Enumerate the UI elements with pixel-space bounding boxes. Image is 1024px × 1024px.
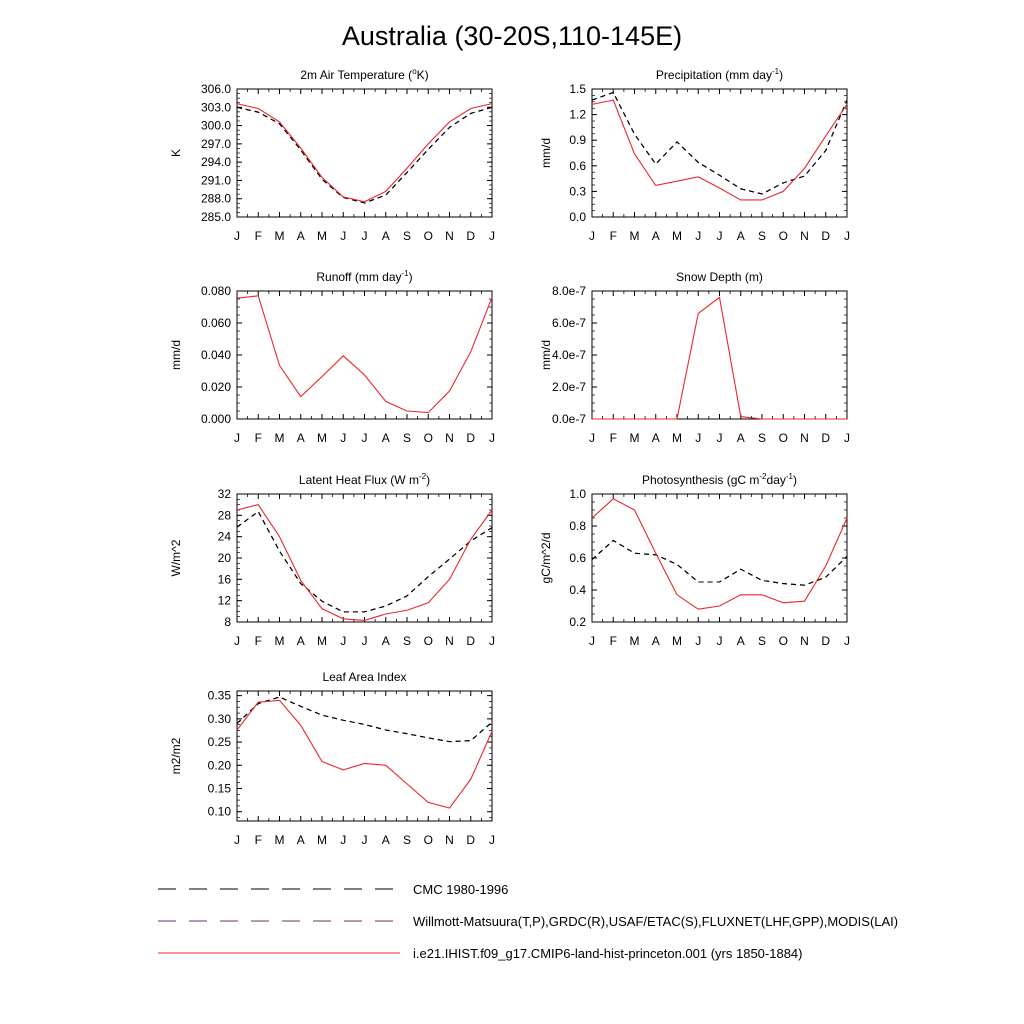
y-tick-label: 8.0e-7 — [551, 284, 586, 298]
panel-title: Precipitation (mm day$^{-1}$) — [655, 67, 784, 82]
legend-label: Willmott-Matsuura(T,P),GRDC(R),USAF/ETAC(S),FLUXNET(LHF,GPP),MODIS(LAI) — [413, 914, 899, 929]
y-axis-label: mm/d — [539, 138, 553, 168]
plot-frame — [237, 494, 492, 622]
x-tick-label: M — [317, 229, 327, 243]
x-tick-label: M — [672, 431, 682, 445]
y-tick-label: 0.20 — [207, 758, 231, 773]
x-tick-label: J — [716, 431, 723, 445]
y-tick-label: 297.0 — [200, 136, 231, 151]
x-tick-label: J — [340, 634, 347, 648]
y-tick-label: 294.0 — [200, 155, 231, 170]
y-tick-label: 306.0 — [200, 82, 231, 96]
x-tick-label: J — [361, 229, 368, 243]
series-line-1 — [237, 697, 492, 742]
panel-title: Snow Depth (m) — [676, 270, 763, 284]
x-tick-label: A — [381, 833, 390, 847]
x-tick-label: S — [402, 431, 412, 445]
figure-title: Australia (30-20S,110-145E) — [341, 21, 683, 51]
series-line-2 — [237, 512, 492, 612]
x-tick-label: J — [589, 431, 595, 445]
x-tick-label: J — [589, 229, 595, 243]
y-axis-label: W/m^2 — [169, 539, 183, 577]
x-tick-label: J — [489, 833, 495, 847]
y-tick-label: 24 — [217, 529, 231, 544]
series-line-3 — [592, 297, 847, 419]
y-tick-label: 0.2 — [569, 615, 586, 629]
y-tick-label: 1.2 — [569, 107, 586, 122]
x-tick-label: A — [381, 431, 390, 445]
x-tick-label: M — [274, 634, 285, 648]
y-tick-label: 0.35 — [207, 688, 231, 703]
x-tick-label: F — [254, 431, 262, 445]
x-tick-label: F — [609, 229, 617, 243]
y-tick-label: 0.060 — [200, 316, 231, 330]
panel-2 — [539, 67, 850, 243]
x-tick-label: N — [800, 634, 809, 648]
x-tick-label: N — [445, 833, 454, 847]
y-tick-label: 0.0e-7 — [551, 412, 586, 426]
x-tick-label: F — [254, 634, 262, 648]
x-tick-label: J — [489, 229, 495, 243]
y-tick-label: 20 — [217, 551, 231, 565]
x-tick-label: D — [466, 229, 476, 243]
y-tick-label: 1.5 — [569, 82, 586, 96]
series-line-2 — [592, 540, 847, 585]
x-tick-label: N — [445, 431, 454, 445]
series-line-1 — [592, 540, 847, 585]
y-tick-label: 0.9 — [569, 133, 586, 148]
x-tick-label: M — [274, 229, 285, 243]
x-tick-label: J — [340, 431, 347, 445]
x-tick-label: S — [757, 229, 767, 243]
x-tick-label: D — [466, 634, 476, 648]
panel-1 — [169, 67, 495, 243]
x-tick-label: M — [274, 431, 285, 445]
legend-label: i.e21.IHIST.f09_g17.CMIP6-land-hist-princeton.001 (yrs 1850-1884) — [413, 946, 803, 961]
y-tick-label: 0.15 — [207, 781, 231, 796]
x-tick-label: F — [609, 431, 617, 445]
x-tick-label: M — [317, 833, 327, 847]
x-tick-label: A — [736, 229, 745, 243]
x-tick-label: N — [800, 229, 809, 243]
y-tick-label: 0.0 — [569, 210, 586, 224]
x-tick-label: J — [361, 833, 368, 847]
x-tick-label: A — [736, 634, 745, 648]
x-tick-label: A — [296, 634, 305, 648]
x-tick-label: J — [695, 431, 702, 445]
x-tick-label: J — [234, 833, 240, 847]
y-tick-label: 0.3 — [569, 184, 586, 199]
x-tick-label: N — [445, 634, 454, 648]
x-tick-label: J — [234, 634, 240, 648]
x-tick-label: J — [695, 634, 702, 648]
x-tick-label: F — [609, 634, 617, 648]
series-line-3 — [237, 505, 492, 621]
panel-title: Photosynthesis (gC $m^{-2}day^{-1}$) — [642, 472, 797, 487]
series-line-3 — [592, 499, 847, 609]
y-tick-label: 28 — [217, 508, 231, 523]
x-tick-label: M — [629, 634, 640, 648]
y-tick-label: 0.10 — [207, 804, 231, 819]
plot-frame — [592, 89, 847, 217]
y-tick-label: 6.0e-7 — [551, 316, 586, 330]
x-tick-label: J — [844, 229, 850, 243]
y-axis-label: gC/m^2/d — [539, 532, 553, 584]
x-tick-label: F — [254, 833, 262, 847]
legend-entry-2 — [158, 914, 898, 929]
x-tick-label: A — [381, 229, 390, 243]
panel-7 — [169, 670, 495, 847]
y-tick-label: 288.0 — [200, 191, 231, 206]
y-tick-label: 0.6 — [569, 551, 586, 565]
y-tick-label: 0.080 — [200, 284, 231, 298]
x-tick-label: A — [651, 431, 660, 445]
x-tick-label: M — [629, 229, 640, 243]
series-line-3 — [592, 100, 847, 200]
x-tick-label: J — [716, 229, 723, 243]
plot-frame — [592, 291, 847, 419]
legend — [158, 882, 898, 961]
y-tick-label: 303.0 — [200, 100, 231, 115]
x-tick-label: A — [296, 833, 305, 847]
x-tick-label: J — [589, 634, 595, 648]
panels — [169, 67, 850, 847]
x-tick-label: N — [445, 229, 454, 243]
x-tick-label: A — [736, 431, 745, 445]
x-tick-label: O — [423, 634, 433, 648]
plot-frame — [237, 291, 492, 419]
series-line-1 — [237, 512, 492, 612]
y-tick-label: 4.0e-7 — [551, 348, 586, 362]
series-line-2 — [237, 697, 492, 742]
y-tick-label: 8 — [224, 615, 231, 629]
y-tick-label: 300.0 — [200, 118, 231, 133]
series-line-2 — [237, 107, 492, 203]
panel-title: 2m Air Temperature ($^o$K) — [300, 67, 429, 82]
x-tick-label: J — [489, 634, 495, 648]
plot-frame — [237, 89, 492, 217]
x-tick-label: M — [317, 634, 327, 648]
y-tick-label: 0.4 — [569, 583, 586, 597]
x-tick-label: M — [274, 833, 285, 847]
x-tick-label: J — [844, 431, 850, 445]
x-tick-label: J — [489, 431, 495, 445]
x-tick-label: S — [757, 431, 767, 445]
x-tick-label: M — [672, 229, 682, 243]
y-tick-label: 16 — [217, 572, 231, 587]
x-tick-label: A — [296, 229, 305, 243]
x-tick-label: O — [423, 229, 433, 243]
x-tick-label: A — [296, 431, 305, 445]
y-tick-label: 0.8 — [569, 519, 586, 533]
x-tick-label: J — [340, 833, 347, 847]
x-tick-label: F — [254, 229, 262, 243]
x-tick-label: A — [651, 229, 660, 243]
y-axis-label: K — [169, 148, 183, 158]
x-tick-label: S — [402, 229, 412, 243]
x-tick-label: O — [778, 634, 788, 648]
y-tick-label: 285.0 — [200, 210, 231, 224]
x-tick-label: M — [317, 431, 327, 445]
panel-title: Latent Heat Flux (W $m^{-2}$) — [298, 472, 431, 487]
y-tick-label: 12 — [217, 593, 231, 608]
x-tick-label: J — [234, 431, 240, 445]
x-tick-label: D — [466, 431, 476, 445]
panel-title: Runoff (mm day$^{-1}$) — [316, 269, 413, 284]
y-tick-label: 0.020 — [200, 380, 231, 394]
x-tick-label: A — [381, 634, 390, 648]
x-tick-label: O — [778, 431, 788, 445]
y-tick-label: 0.000 — [200, 412, 231, 426]
x-tick-label: J — [340, 229, 347, 243]
x-tick-label: D — [466, 833, 476, 847]
x-tick-label: J — [844, 634, 850, 648]
x-tick-label: S — [757, 634, 767, 648]
y-tick-label: 0.6 — [569, 158, 586, 173]
x-tick-label: D — [821, 431, 831, 445]
x-tick-label: O — [423, 833, 433, 847]
x-tick-label: D — [821, 229, 831, 243]
y-axis-label: mm/d — [169, 340, 183, 370]
y-tick-label: 2.0e-7 — [551, 380, 586, 394]
x-tick-label: J — [234, 229, 240, 243]
x-tick-label: S — [402, 833, 412, 847]
y-axis-label: mm/d — [539, 340, 553, 370]
x-tick-label: J — [695, 229, 702, 243]
series-line-3 — [237, 104, 492, 202]
y-axis-label: m2/m2 — [169, 737, 183, 775]
x-tick-label: A — [651, 634, 660, 648]
legend-label: CMC 1980-1996 — [413, 882, 509, 897]
x-tick-label: M — [672, 634, 682, 648]
y-tick-label: 0.040 — [200, 348, 231, 362]
series-line-3 — [237, 296, 492, 413]
legend-entry-1 — [158, 882, 508, 897]
x-tick-label: D — [821, 634, 831, 648]
series-line-1 — [237, 107, 492, 203]
panel-3 — [169, 269, 495, 445]
y-tick-label: 0.30 — [207, 711, 231, 726]
panel-5 — [169, 472, 495, 648]
y-tick-label: 1.0 — [569, 487, 586, 501]
x-tick-label: O — [778, 229, 788, 243]
plot-frame — [592, 494, 847, 622]
panel-6 — [539, 472, 850, 648]
x-tick-label: N — [800, 431, 809, 445]
y-tick-label: 0.25 — [207, 735, 231, 750]
x-tick-label: J — [716, 634, 723, 648]
x-tick-label: J — [361, 634, 368, 648]
x-tick-label: M — [629, 431, 640, 445]
x-tick-label: O — [423, 431, 433, 445]
y-tick-label: 291.0 — [200, 173, 231, 188]
panel-title: Leaf Area Index — [322, 670, 407, 684]
legend-entry-3 — [158, 946, 803, 961]
panel-4 — [539, 270, 850, 445]
x-tick-label: J — [361, 431, 368, 445]
series-line-3 — [237, 700, 492, 808]
y-tick-label: 32 — [217, 487, 231, 501]
x-tick-label: S — [402, 634, 412, 648]
